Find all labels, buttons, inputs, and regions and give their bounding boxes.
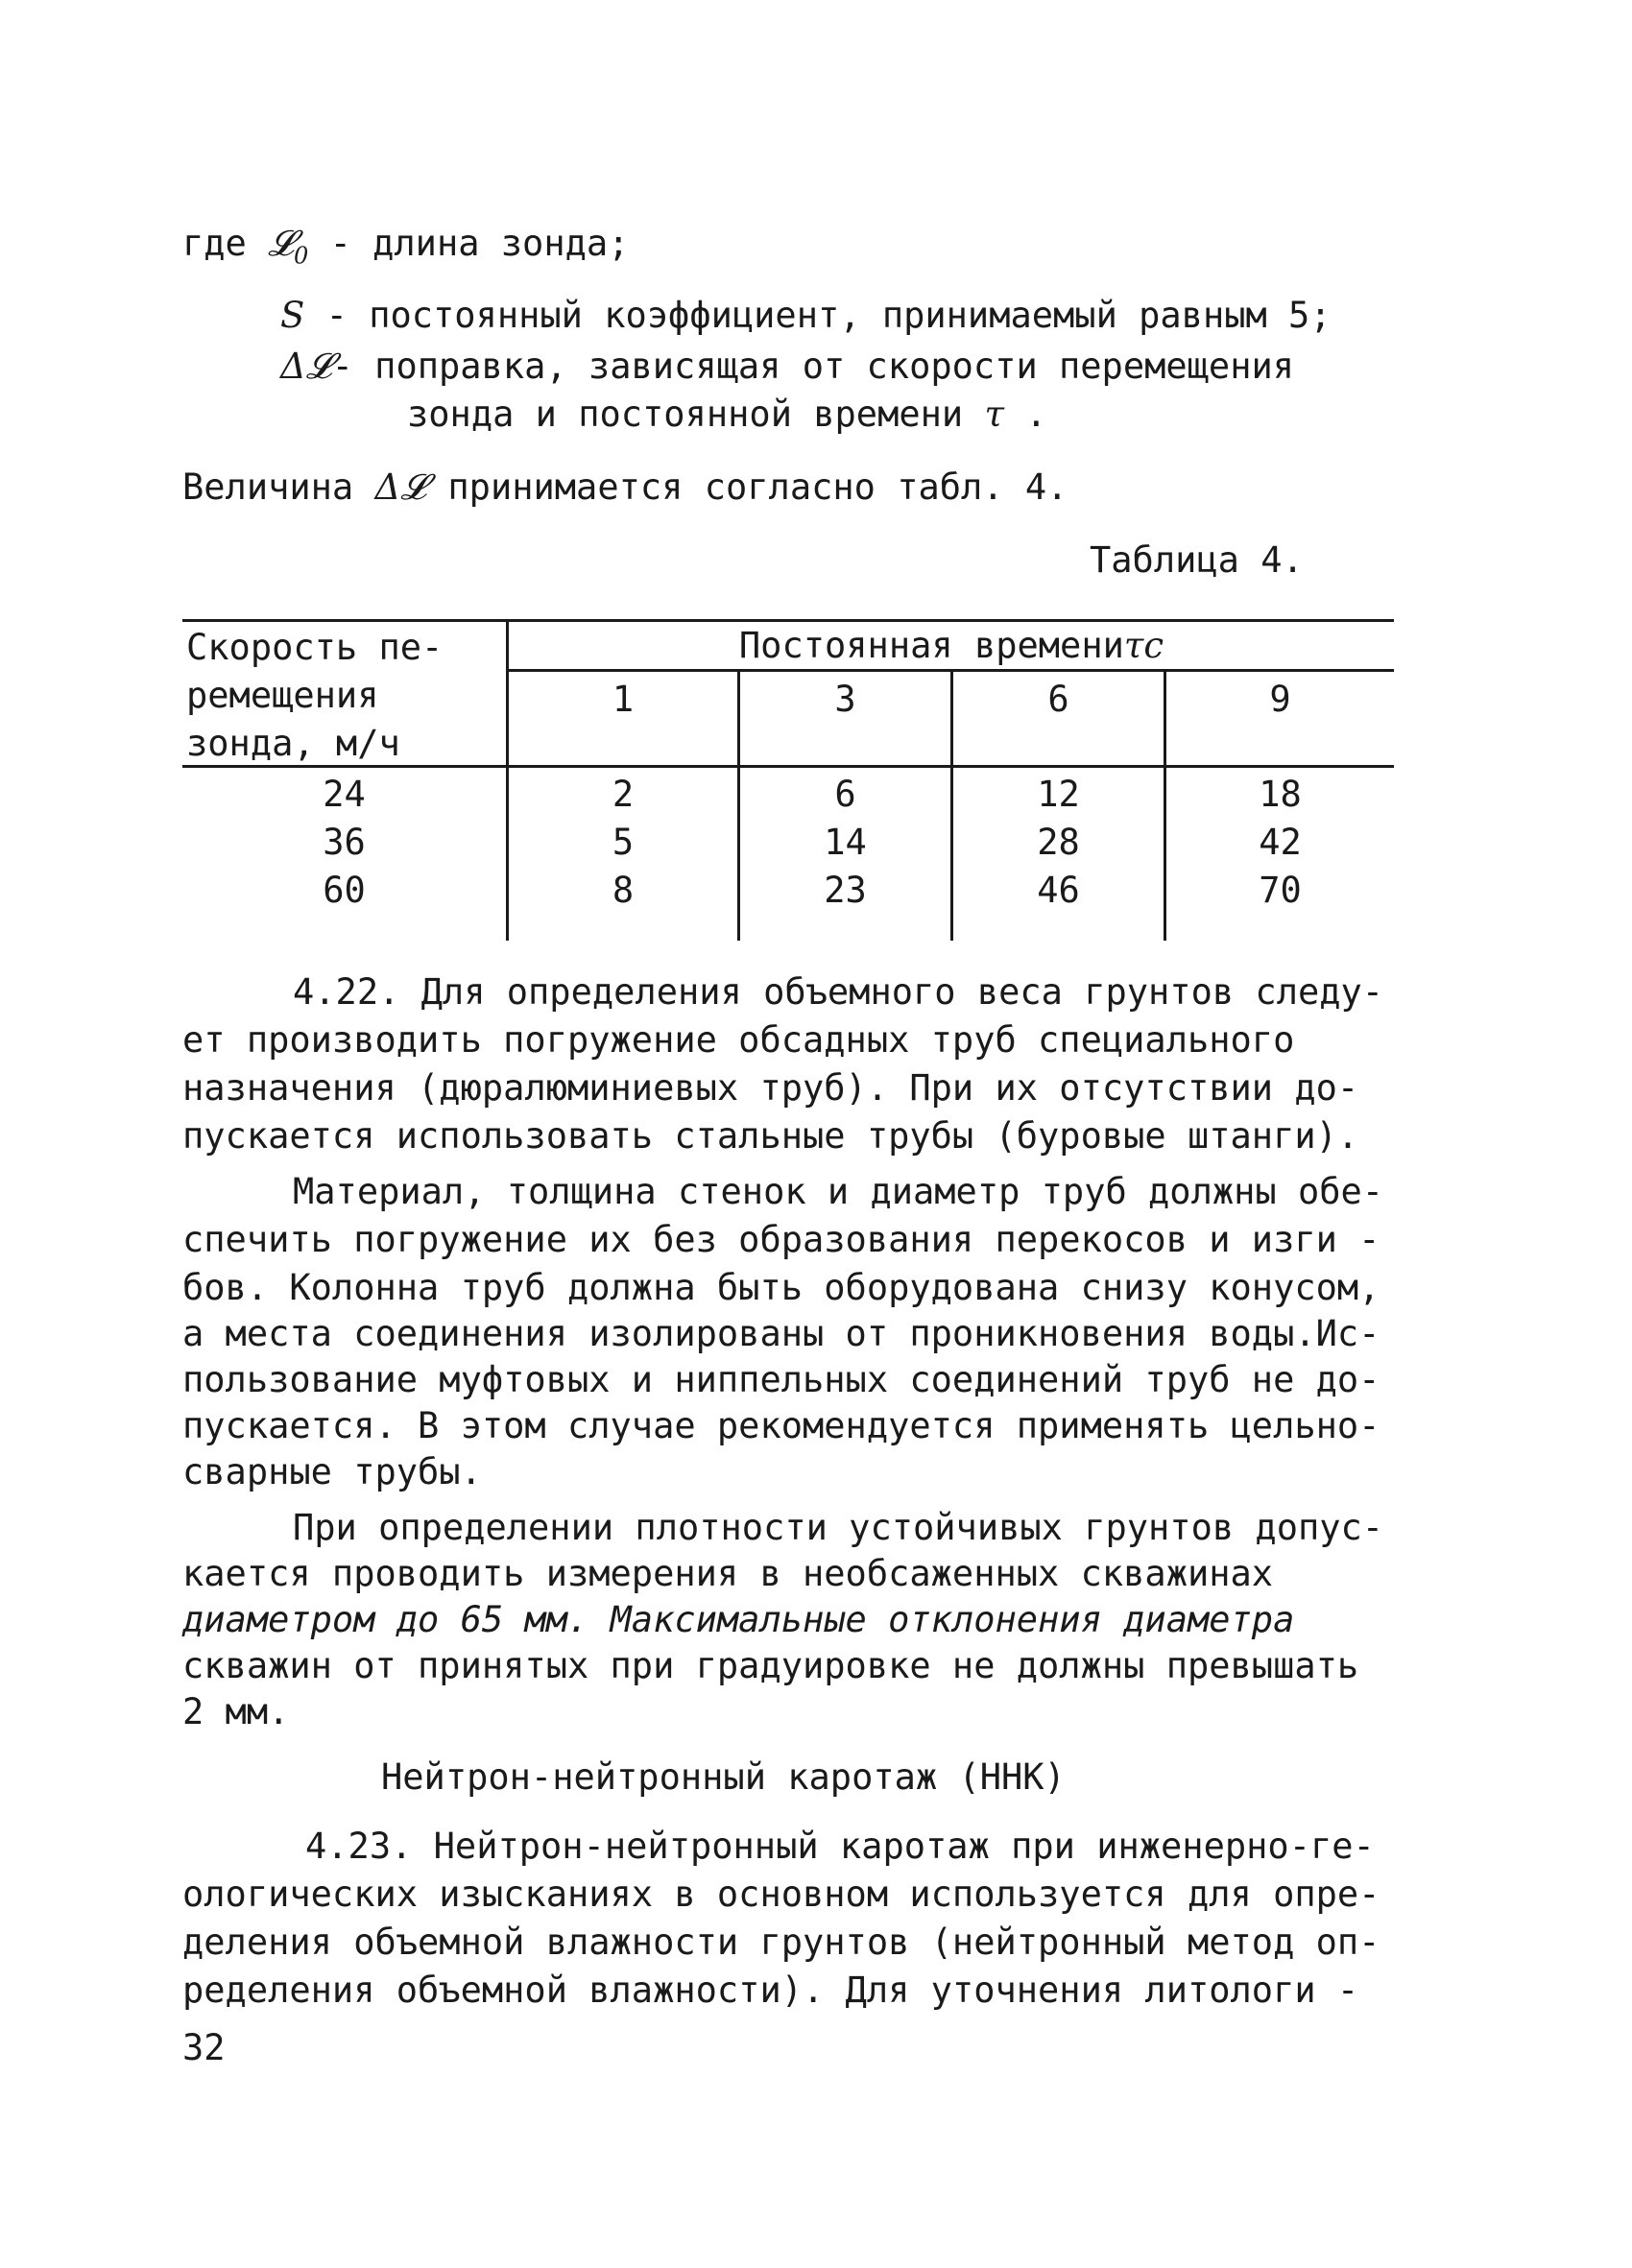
symbol-tau: τ xyxy=(984,394,1004,435)
definition-l0-text: - длина зонда; xyxy=(329,223,630,264)
column-3-values xyxy=(740,771,950,915)
table-cell: 28 xyxy=(1037,822,1080,863)
table-cell: 18 xyxy=(1259,774,1302,815)
definition-end: . xyxy=(1025,394,1047,435)
table-cell: 46 xyxy=(1037,870,1080,911)
definition-s xyxy=(280,295,1332,337)
table-cell: 8 xyxy=(612,870,635,911)
para-material-line-2: спечить погружение их без образования перекосов и изги - xyxy=(182,1219,1380,1260)
column-1-values xyxy=(509,771,737,915)
table-cell: 24 xyxy=(323,774,366,815)
definition-l0-prefix: где xyxy=(182,223,247,264)
table-cell: 12 xyxy=(1037,774,1080,815)
table-top-rule xyxy=(182,619,1394,622)
group-header-text: Постоянная времени xyxy=(738,625,1124,666)
symbol-delta-l: Δ𝓛 xyxy=(280,346,332,387)
para-4-23-line-1: 4.23. Нейтрон-нейтронный каротаж при инженерно-ге- xyxy=(305,1826,1375,1867)
para-density-line-2: кается проводить измерения в необсаженных скважинах xyxy=(182,1553,1274,1594)
para-material-line-5: пользование муфтовых и ниппельных соединений труб не до- xyxy=(182,1359,1380,1400)
table-cell: 14 xyxy=(824,822,867,863)
para-material-line-6: пускается. В этом случае рекомендуется применять цельно- xyxy=(182,1405,1380,1446)
para-density-line-3: диаметром до 65 мм. Максимальные отклонения диаметра xyxy=(182,1599,1295,1640)
para-4-22-line-3: назначения (дюралюминиевых труб). При их отсутствии до- xyxy=(182,1067,1359,1109)
definition-delta-l-cont xyxy=(407,394,1047,436)
definition-l0 xyxy=(182,223,629,276)
column-header-3: 3 xyxy=(834,679,856,720)
definition-delta-l-text: - поправка, зависящая от скорости перемещения xyxy=(331,346,1295,387)
para-4-23-line-2: ологических изысканиях в основном используется для опре- xyxy=(182,1874,1380,1915)
column-header-6: 6 xyxy=(1047,679,1069,720)
para-4-22-line-4: пускается использовать стальные трубы (буровые штанги). xyxy=(182,1115,1359,1157)
para-density-line-1: При определении плотности устойчивых грунтов допус- xyxy=(293,1507,1384,1548)
table-cell: 6 xyxy=(834,774,856,815)
row-header-line-3: зонда, м/ч xyxy=(186,723,400,764)
table-cell: 42 xyxy=(1259,822,1302,863)
symbol-tau-c: τс xyxy=(1123,625,1164,666)
para-4-23-line-3: деления объемной влажности грунтов (нейтронный метод оп- xyxy=(182,1922,1380,1963)
definition-s-text: - постоянный коэффициент, принимаемый равным 5; xyxy=(325,295,1332,336)
table-cell: 23 xyxy=(824,870,867,911)
para-4-23-line-4: ределения объемной влажности). Для уточнения литологи - xyxy=(182,1970,1359,2011)
para-density-line-4: скважин от принятых при градуировке не должны превышать xyxy=(182,1645,1359,1686)
definition-delta-l xyxy=(280,346,1294,388)
row-header-line-2: ремещения xyxy=(186,675,379,716)
table-caption: Таблица 4. xyxy=(1090,539,1304,581)
table-cell: 60 xyxy=(323,870,366,911)
para-material-line-4: а места соединения изолированы от проникновения воды.Ис- xyxy=(182,1313,1380,1354)
table-cell: 2 xyxy=(612,774,635,815)
para-4-22-line-1: 4.22. Для определения объемного веса грунтов следу- xyxy=(293,971,1384,1013)
speed-column xyxy=(182,771,506,915)
row-header-line-1: Скорость пе- xyxy=(186,627,444,668)
symbol-delta-l-intro: Δ𝓛 xyxy=(374,466,427,508)
symbol-s: S xyxy=(280,295,305,336)
intro-line xyxy=(182,466,1068,509)
para-material-line-1: Материал, толщина стенок и диаметр труб должны обе- xyxy=(293,1171,1384,1212)
intro-before: Величина xyxy=(182,466,354,508)
table-cell: 36 xyxy=(323,822,366,863)
table-header-rule xyxy=(182,765,1394,768)
para-density-line-5: 2 мм. xyxy=(182,1691,290,1732)
column-header-9: 9 xyxy=(1269,679,1291,720)
table-cell: 5 xyxy=(612,822,635,863)
table-cell: 70 xyxy=(1259,870,1302,911)
intro-after: принимается согласно табл. 4. xyxy=(447,466,1068,508)
column-6-values xyxy=(953,771,1164,915)
page-number: 32 xyxy=(182,2027,226,2068)
para-material-line-7: сварные трубы. xyxy=(182,1451,482,1492)
group-header xyxy=(509,625,1394,667)
definition-delta-l-cont-text: зонда и постоянной времени xyxy=(407,394,964,435)
table-4 xyxy=(182,619,1394,941)
section-title: Нейтрон-нейтронный каротаж (ННК) xyxy=(381,1756,1066,1798)
para-4-22-line-2: ет производить погружение обсадных труб специального xyxy=(182,1019,1295,1061)
column-9-values xyxy=(1166,771,1394,915)
column-header-1: 1 xyxy=(612,679,635,720)
symbol-l0: 𝓛$_0$ xyxy=(268,223,309,270)
para-material-line-3: бов. Колонна труб должна быть оборудована снизу конусом, xyxy=(182,1267,1380,1308)
